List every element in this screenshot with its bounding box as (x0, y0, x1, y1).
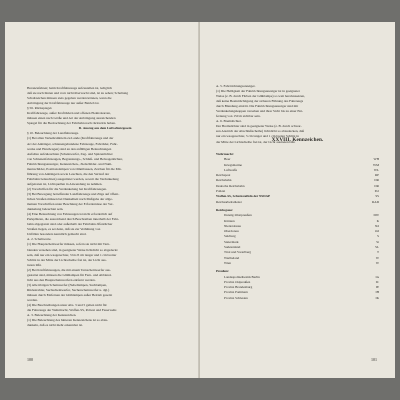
row-abbreviation: W (375, 255, 379, 260)
row-abbreviation: IK (375, 295, 379, 300)
row-abbreviation: WL (373, 167, 379, 172)
text-line: Art der Anhänger, schienengebundene Fahrzeuge, Fahrräder, Fuhr- (27, 141, 118, 146)
row-name: Preußen: (216, 269, 229, 274)
row-name: Danzig-Westpreußen (224, 213, 252, 218)
text-line: fernung von 150 m sichtbar sein. (216, 114, 261, 119)
text-line: (1) Die Beleuchtung des hinteren Kennzeichens ist so abzu- (27, 318, 109, 323)
text-line: Unfällen besonders kenntlich gemacht sind. (27, 232, 87, 237)
text-line: bahn abgegrenzt sind oder außerhalb der Fahrbahn öffentlicher (27, 222, 113, 227)
text-line: Spiegel für die Beobachtung der Fahrbahn nach rückwärts haben. (27, 121, 116, 126)
text-line: § 10. Beleuchtung der Landfahrzeuge. (27, 131, 79, 136)
text-line: dunkeln, daß es nicht mehr erkennbar ist. (27, 323, 83, 328)
text-line: (3) Alle übrigen Scheinwerfer (Nebellampen, Suchlampen, (27, 282, 107, 287)
row-abbreviation: DR (374, 183, 379, 188)
row-name: Kärnten (224, 218, 235, 223)
row-abbreviation: SS (375, 194, 379, 199)
row-name: Wehrmacht: (216, 152, 234, 156)
left-page (5, 22, 200, 378)
text-line: Der Bremslichter sind in geeigneter Weise (z. B. durch schwar- (216, 124, 302, 129)
text-line: (1) Die Helligkeit der Fahrtrichtungsanzeiger ist in geeigneter (216, 89, 300, 94)
text-line: müssen einen nach Größe und Art der Anbringung ausreichenden (27, 116, 116, 121)
row-abbreviation: Nd (374, 223, 379, 228)
table-row (216, 200, 379, 205)
row-abbreviation: IH (375, 290, 379, 295)
row-abbreviation: T (376, 250, 379, 255)
text-line: mernschilder, Positionslampen von Omnibussen, Zeichen für die Mit- (27, 166, 122, 171)
left-page-text (5, 86, 200, 328)
text-line: müssen durch Entfernen der Glühlampen außer Betrieb gesetzt (27, 292, 113, 297)
row-name: Provinz Pommern (224, 290, 248, 295)
row-name: Niederdonau (224, 223, 242, 228)
page-number-right: 101 (371, 357, 377, 362)
row-name: Provinz Schlesien (224, 295, 248, 300)
row-abbreviation: DW (373, 213, 379, 218)
row-abbreviation: St (376, 239, 379, 244)
row-abbreviation: DR (374, 178, 379, 183)
row-name: Tirol und Vorarlberg (224, 250, 251, 255)
row-name: Reichsarbeitsdienst (216, 199, 242, 204)
text-line: Heranzufahren; beim Kraftfahrzeuge aufzustellen ist, lediglich (27, 86, 112, 90)
row-name: Reichspost (216, 173, 231, 178)
row-name: Polizei (216, 189, 226, 194)
row-name: Reichsgaue: (216, 207, 234, 212)
row-name: Steiermark (224, 239, 239, 244)
text-line: licht aus den Hauptscheinwerfern entfernt werden. (27, 277, 96, 282)
kennzeichen-table (216, 152, 379, 301)
text-line: Fahrtrichtungsanzeiger, Kennzeichen-, Zielschilder- und Num- (27, 161, 113, 166)
text-line: (1) Die Hauptscheinwerfer müssen, sofern sie nicht mit Tarn- (27, 242, 111, 247)
text-line: aufgetreten ist, Lichtquellen in Anwendung zu nehmen. (27, 181, 103, 186)
row-abbreviation: WM (372, 162, 379, 167)
row-abbreviation: RP (374, 173, 379, 178)
row-abbreviation: W (375, 260, 379, 265)
text-line: die Fahrzeuge der Wehrmacht, Waffen-SS, Polizei und Feuerwehr. (27, 308, 118, 313)
text-line: nur ein waagerechter, 5 cm langer und 1 cm breiter Schlitz in (216, 134, 299, 139)
text-line: treten läßt. (27, 262, 42, 267)
text-line: § 56. Rückspiegel. (27, 106, 53, 111)
text-line: der Mitte der Lichtscheibe frei ist, der Licht austreten läßt. (216, 139, 296, 144)
text-line: lichen Straßen müssen bei Dunkelheit nach Maßgabe der allge- (27, 197, 113, 202)
text-line: Kraftfahrzeuge, außer Krafträdern und offenen Elektrokarren, (27, 111, 111, 116)
row-name: Provinz Ostpreußen (224, 279, 251, 284)
row-name: Kriegsmarine (224, 162, 242, 167)
row-name: Sudetenland (224, 245, 241, 250)
row-name: Reichsbahn (216, 178, 232, 183)
text-line: blenden versehen sind, in geeigneter Weise lichtdicht so abgedeckt (27, 247, 118, 252)
text-line: Parkplätzen, die ausreichend durch Beschreiben innerhalb der Fahr- (27, 217, 120, 222)
page-number-left: 100 (27, 357, 33, 362)
row-name: Waffen-SS, Schutzstaffeln der NSDAP (216, 194, 270, 199)
text-line: durch Blendung eintritt. Die Fahrtrichtungsanzeiger sind mit (216, 104, 299, 109)
text-line: A. 2. Schaltwerte. (27, 237, 52, 242)
row-name: Heer (224, 157, 231, 162)
row-name: Provinz Brandenburg (224, 285, 253, 290)
text-line: (1) Bei allen Verkehrsmitteln zu Lande (Kraftfahrzeuge und der (27, 136, 114, 141)
text-line: D. Auszug aus dem Luftschutzgesetz. (78, 126, 133, 131)
text-line: (4) Eine Beleuchtung von Fahrzeugen ist nicht erforderlich auf (27, 212, 113, 217)
row-abbreviation: K (376, 218, 379, 223)
text-line: sein, daß nur ein waagerechter, 3 bis 8 cm langer und 1 cm breiter (27, 252, 117, 257)
text-line: meinen Vorschriften unter Beachtung der Erfordernisse der Ver- (27, 202, 114, 207)
text-line: zen Anstrich der Abschlußscheibe) lichtdicht so abzudecken, daß (216, 129, 305, 134)
text-line: dunkelung beleuchtet sein. (27, 207, 64, 212)
text-line: Weise (z. B. durch Färben der Glühlampe) so weit herabzusetzen, (216, 94, 305, 99)
row-name: Luftwaffe (224, 167, 238, 172)
row-name: Oberdonau (224, 229, 239, 234)
row-name: Salzburg (224, 234, 236, 239)
section-title: XXVIII. Kennzeichen. (271, 137, 324, 143)
text-line: Schlitz in der Mitte der Lichtscheibe frei ist, der Licht aus- (27, 257, 107, 262)
table-row (216, 261, 379, 266)
text-line: werke und Handwagen) sind an den anfälligen Beleuchtungen (27, 146, 112, 151)
row-abbreviation: Od (374, 229, 379, 234)
row-abbreviation: SL (375, 245, 379, 250)
text-line: führung von Anhängern sowie Leuchten, die den Verlauf der (27, 171, 110, 176)
row-name: Landespolizeibezirk Berlin (224, 274, 260, 279)
text-line: Anbringung der Kraftfahrzeuge nur außer Betrieb ist. (27, 101, 100, 106)
row-abbreviation: WH (373, 157, 379, 162)
text-line: A. 3. Beleuchtung der Kennzeichen. (27, 313, 77, 318)
text-line: Verdunkelungskappen versehen und ihrer Sicht bis zu einer Ent- (216, 109, 304, 114)
text-line: daß keine Beeinträchtigung der sicheren Führung des Fahrzeugs (216, 99, 304, 104)
right-page (200, 22, 395, 378)
text-line: daß sie nach hinten und vorn nicht überwacht sind, ist zu sehen; Schaltung (27, 91, 129, 96)
text-line: werden. (27, 297, 38, 302)
row-name: Wartheland (224, 255, 240, 260)
row-abbreviation: IC (375, 279, 379, 284)
text-line: Rückstrahler, Suchscheinwerfer, Sucherscheinwerfer u. dgl.) (27, 287, 110, 292)
text-line: (2) Bei Kraftfahrzeugen, die mit einem Tarnscheinwerfer aus- (27, 267, 111, 272)
row-abbreviation: IA (375, 274, 379, 279)
text-line: gestattet sind, müssen die Glühlampen für Fern- und Abblend- (27, 272, 112, 277)
text-line: (2) Vorschriften für die Verdunkelung bei Kraftfahrzeugen. (27, 186, 107, 191)
text-line: Fahrbahn beleuchten) ausgerüstet werden, soweit die Verdunkelung (27, 176, 119, 181)
row-abbreviation: IE (375, 285, 379, 290)
text-line: von Schienenfahrzeugen, Begrenzungs-, Schluß- und Beiwagenlichter, (27, 156, 123, 161)
text-line: (4) Die Beschreibungen unter Abs. 3 und 5 gelten nicht für (27, 303, 107, 308)
text-line: A. 6. Bremslichter. (216, 119, 242, 124)
row-abbreviation: Pol (374, 189, 379, 194)
row-abbreviation: S (377, 234, 379, 239)
row-abbreviation: RAD (372, 199, 379, 204)
text-line: Schaltzeichen müssen stets gegeben werden können, wenn die (27, 96, 112, 101)
row-name: Wien (224, 260, 232, 265)
text-line: Straßen liegen, es sei denn, daß sie zur Verhütung von (27, 227, 101, 232)
text-line: A. 5. Fahrtrichtungsanzeiger. (216, 84, 256, 88)
right-page-text (200, 84, 395, 145)
row-name: Deutsche Reichsbahn (216, 183, 245, 188)
text-line: Aufsätze aufzuleuchten (Scheinwerfer, Zug- und Spitzenlichter (27, 151, 113, 156)
table-row (216, 296, 379, 301)
text-line: (3) Bei Bewegung betreffender Landfahrzeuge und Züge auf öffent- (27, 191, 120, 196)
